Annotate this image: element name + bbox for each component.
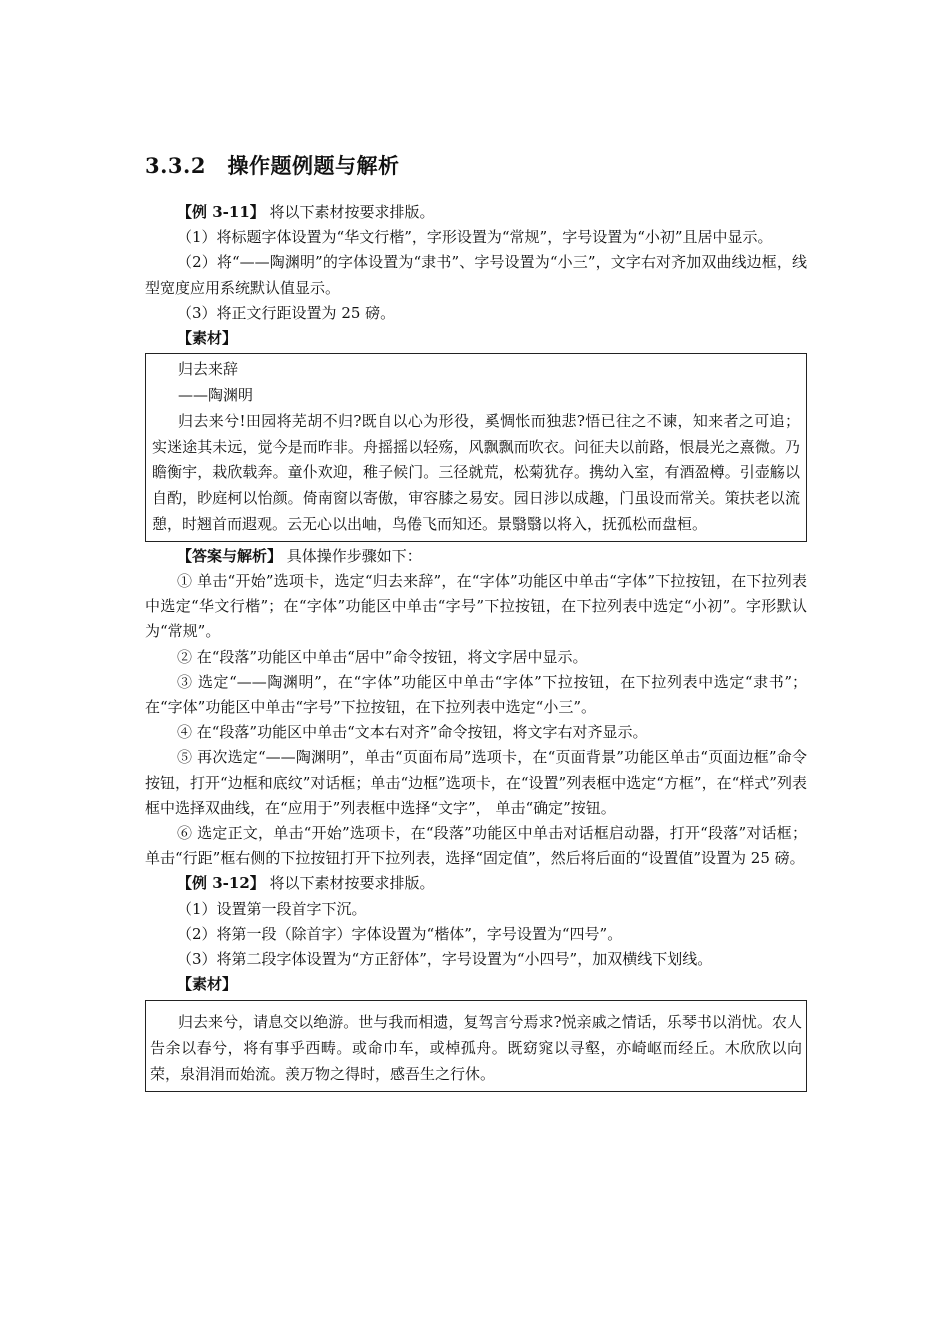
requirement-1: （1）将标题字体设置为“华文行楷”，字形设置为“常规”，字号设置为“小初”且居中显示。 <box>177 228 773 247</box>
material-label: 【素材】 <box>177 975 238 994</box>
example-label: 【例 3-11】 <box>177 203 265 221</box>
example-label: 【例 3-12】 <box>177 874 265 893</box>
section-title: 3.3.2 操作题例题与解析 <box>145 153 400 178</box>
answer-label: 【答案与解析】 <box>177 546 283 565</box>
requirement-2: （2）将“——陶渊明”的字体设置为“隶书”、字号设置为“小三”，文字右对齐加双曲线边框，线型宽度应用系统默认值显示。 <box>145 253 807 297</box>
step-3: ③ 选定“——陶渊明”，在“字体”功能区中单击“字体”下拉按钮，在下拉列表中选定“隶书”；在“字体”功能区中单击“字号”下拉按钮，在下拉列表中选定“小三”。 <box>145 672 807 717</box>
example-intro: 将以下素材按要求排版。 <box>264 874 435 893</box>
material-body: 归去来兮!田园将芜胡不归?既自以心为形役，奚惆怅而独悲?悟已往之不谏，知来者之可追；实迷途其未远，觉今是而昨非。舟摇摇以轻殇，风飘飘而吹衣。问征夫以前路，恨晨光之熹微。乃瞻衡宇，栽欣载奔。童仆欢迎，稚子候门。三径就荒，松菊犹存。携幼入室，有酒盈樽。引壶觞以自酌，眇庭柯以怡颜。倚南窗以寄傲，审容膝之易安。园日涉以成趣，门虽设而常关。策扶老以流憩，时翘首而遐观。云无心以出岫，鸟倦飞而知还。景翳翳以将入，抚孤松而盘桓。 <box>152 411 800 533</box>
answer-intro: 具体操作步骤如下： <box>282 546 422 565</box>
requirement-3: （3）将正文行距设置为 25 磅。 <box>177 303 396 322</box>
requirement-3: （3）将第二段字体设置为“方正舒体”，字号设置为“小四号”，加双横线下划线。 <box>177 950 713 969</box>
material-label: 【素材】 <box>177 329 238 348</box>
step-1: ① 单击“开始”选项卡，选定“归去来辞”，在“字体”功能区中单击“字体”下拉按钮，在下拉列表中选定“华文行楷”；在“字体”功能区中单击“字号”下拉按钮，在下拉列表中选定“小初”。字形默认为“常规”。 <box>145 572 807 641</box>
step-5: ⑤ 再次选定“——陶渊明”，单击“页面布局”选项卡，在“页面背景”功能区单击“页面边框”命令按钮，打开“边框和底纹”对话框；单击“边框”选项卡，在“设置”列表框中选定“方框”，在“样式”列表框中选择双曲线，在“应用于”列表框中选择“文字”， 单击“确定”按钮。 <box>145 748 807 817</box>
answer-heading <box>145 544 807 569</box>
material-box <box>145 353 807 542</box>
step-6: ⑥ 选定正文，单击“开始”选项卡，在“段落”功能区中单击对话框启动器，打开“段落”对话框；单击“行距”框右侧的下拉按钮打开下拉列表，选择“固定值”，然后将后面的“设置值”设置为 25 磅。 <box>145 824 807 868</box>
document-content <box>145 200 807 1092</box>
material-title: 归去来辞 <box>178 360 239 379</box>
material-body: 归去来兮，请息交以绝游。世与我而相遗，复驾言兮焉求?悦亲戚之情话，乐琴书以消忧。农人告余以春兮，将有事乎西畴。或命巾车，或棹孤舟。既窈窕以寻壑，亦崎岖而经丘。木欣欣以向荣，泉涓涓而始流。羡万物之得时，感吾生之行休。 <box>150 1013 802 1084</box>
requirement-1: （1）设置第一段首字下沉。 <box>177 899 367 918</box>
material-author: ——陶渊明 <box>178 386 254 405</box>
step-2: ② 在“段落”功能区中单击“居中”命令按钮，将文字居中显示。 <box>177 647 588 666</box>
example-3-11-heading <box>145 200 807 225</box>
requirement-2: （2）将第一段（除首字）字体设置为“楷体”，字号设置为“四号”。 <box>177 924 623 943</box>
example-intro: 将以下素材按要求排版。 <box>264 203 435 221</box>
example-3-12-heading <box>145 871 807 896</box>
step-4: ④ 在“段落”功能区中单击“文本右对齐”命令按钮，将文字右对齐显示。 <box>177 723 648 742</box>
material-box <box>145 1000 807 1092</box>
